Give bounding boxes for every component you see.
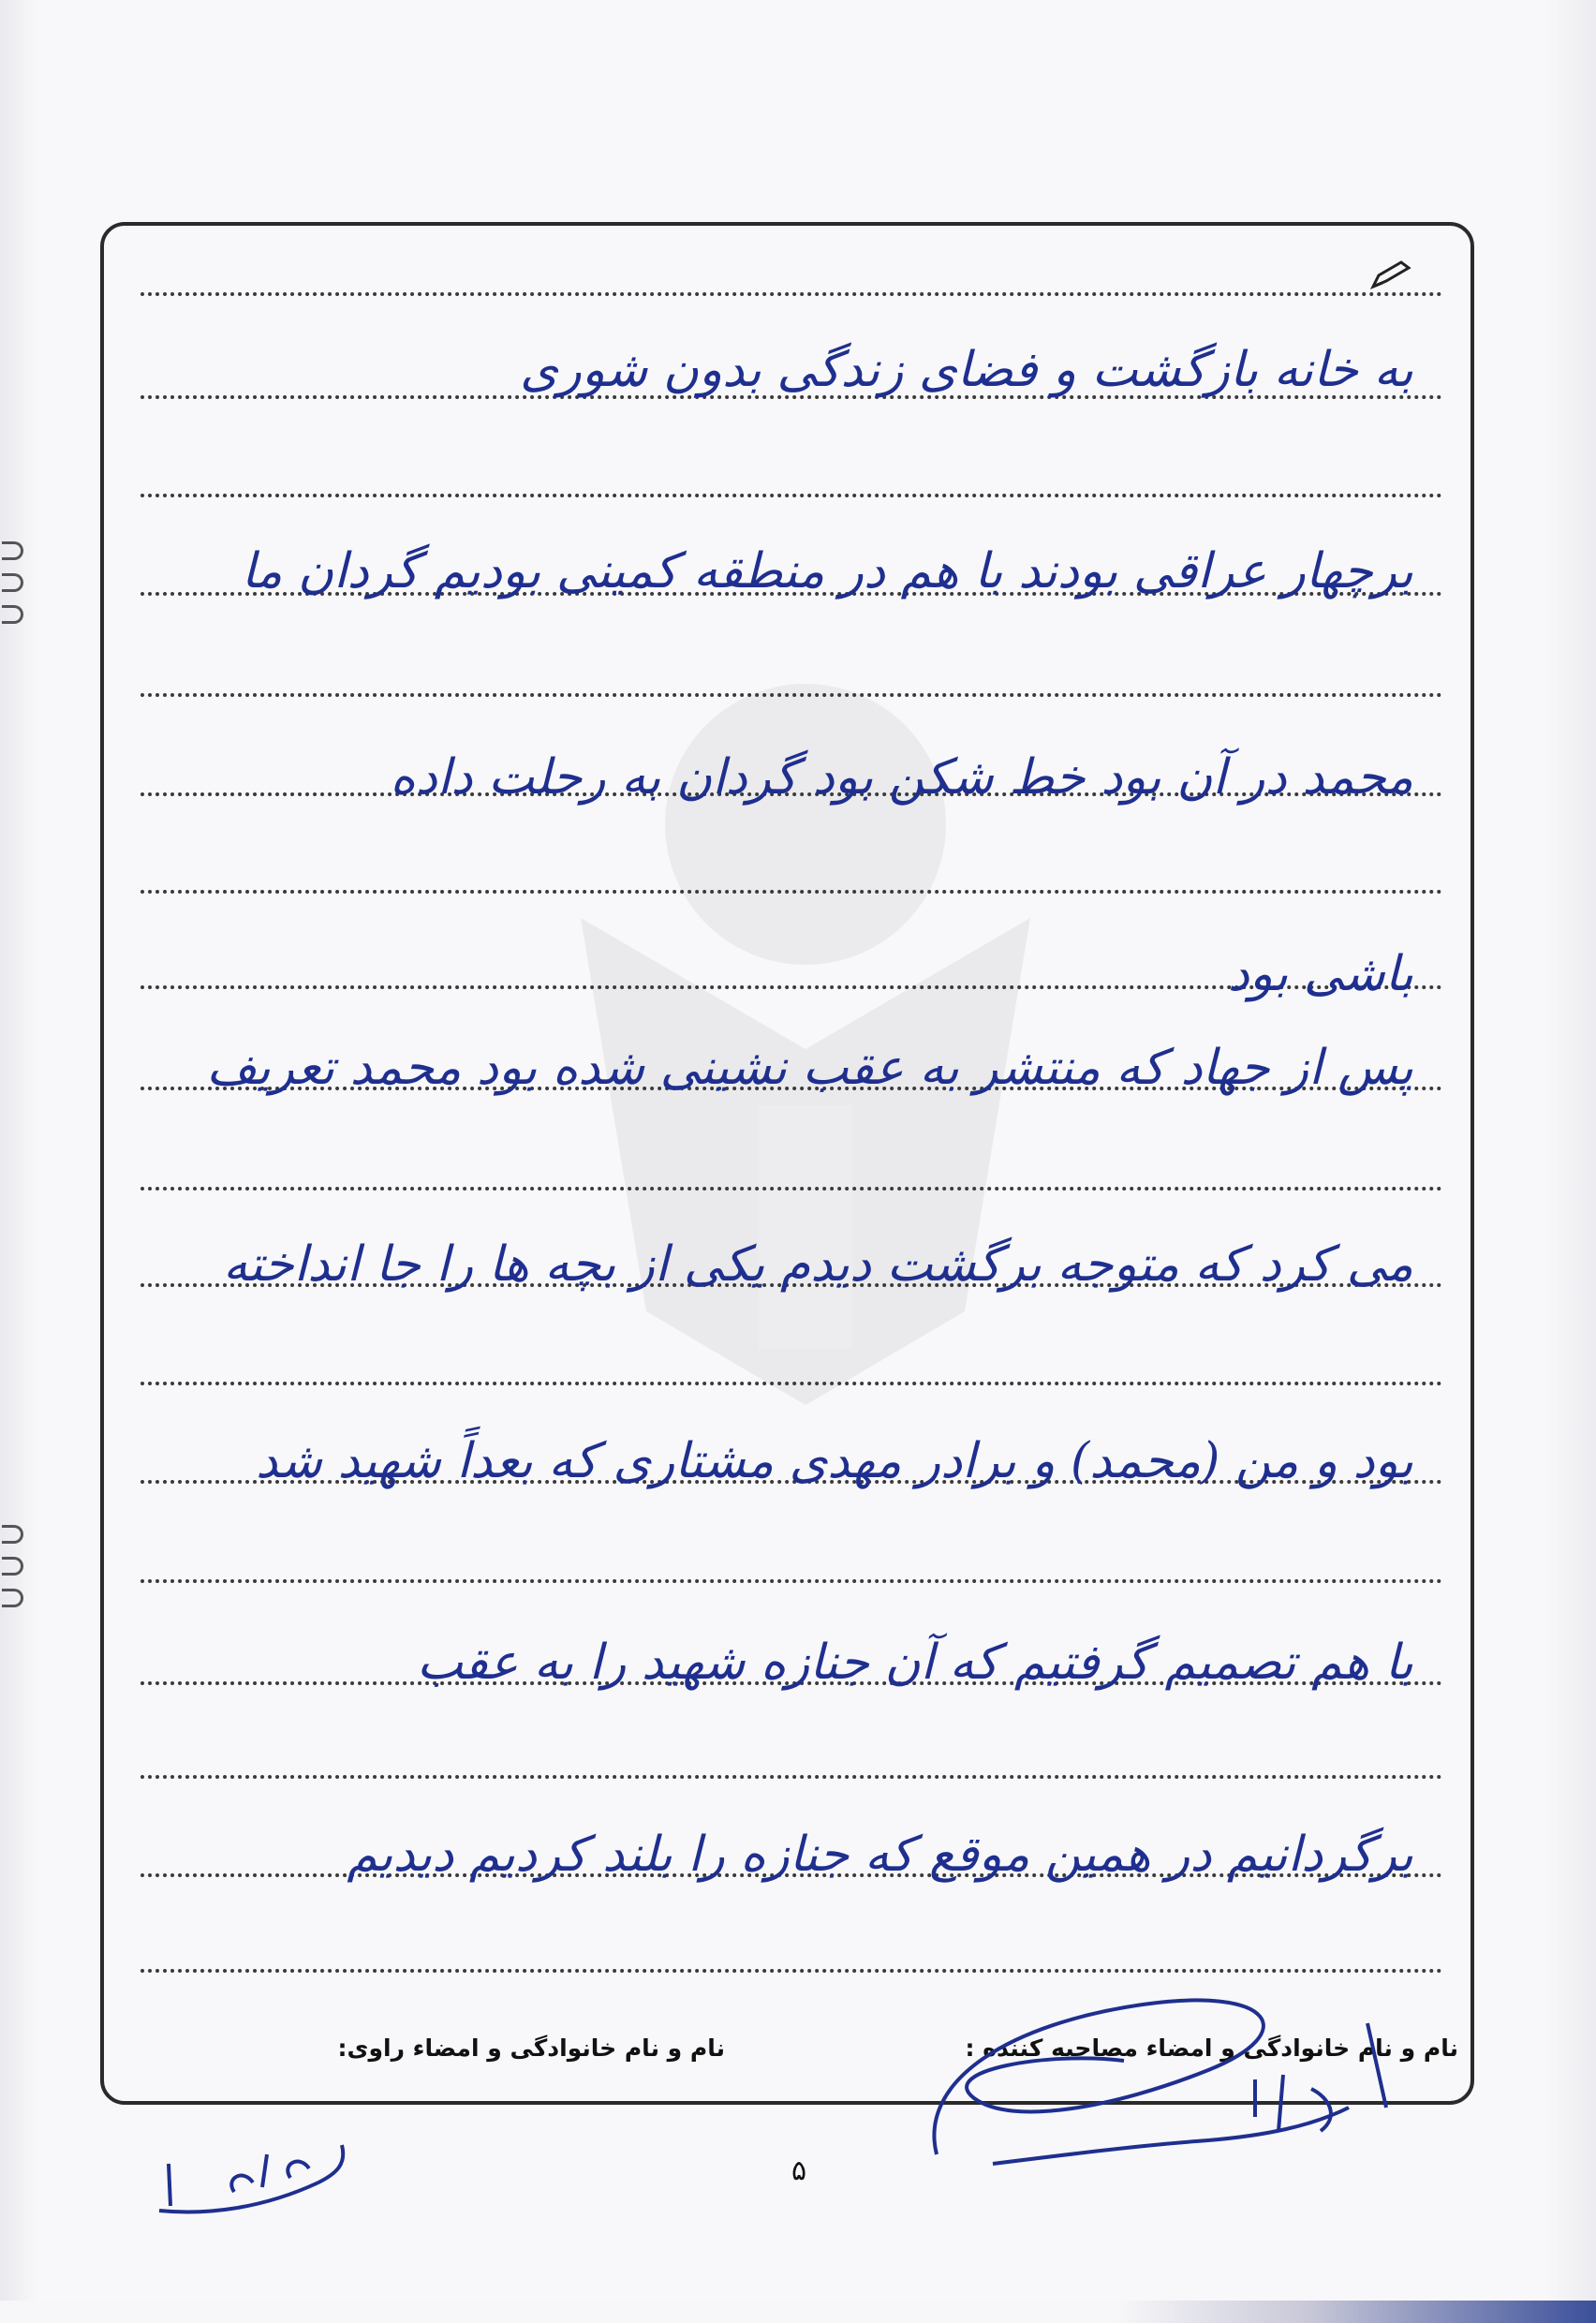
binding-rings-top (0, 534, 24, 646)
handwritten-line-1: به خانه بازگشت و فضای زندگی بدون شوری (520, 342, 1413, 398)
handwritten-line-8: با هم تصمیم گرفتیم که آن جنازه شهید را به عقب (417, 1635, 1413, 1691)
handwritten-line-7: بود و من (محمد) و برادر مهدی مشتاری که بعداً شهید شد (256, 1433, 1413, 1489)
writing-line (140, 693, 1442, 697)
writing-line (140, 292, 1442, 296)
handwritten-line-5: پس از جهاد که منتشر به عقب نشینی شده بود محمد تعریف (206, 1040, 1413, 1096)
writing-line (140, 1187, 1442, 1191)
binding-rings-bottom (0, 1517, 24, 1630)
writing-line (140, 1775, 1442, 1779)
handwritten-line-2: برچهار عراقی بودند با هم در منطقه کمینی بودیم گردان ما (241, 543, 1413, 599)
interviewer-signature (899, 1967, 1424, 2182)
writing-line (140, 890, 1442, 894)
handwritten-line-3: محمد در آن بود خط شکن بود گردان به رحلت داده (390, 749, 1413, 806)
writing-line (140, 1382, 1442, 1385)
pen-icon (1369, 259, 1412, 290)
writing-line (140, 494, 1442, 497)
narrator-signature-label: نام و نام خانوادگی و امضاء راوی: (337, 2034, 725, 2062)
bottom-edge-strip (0, 2301, 1596, 2323)
handwritten-line-6: می کرد که متوجه برگشت دیدم یکی از بچه ها را جا انداخته (223, 1236, 1413, 1293)
page-number: ۵ (791, 2154, 807, 2187)
narrator-signature (150, 2126, 365, 2229)
interviewer-signature-label: نام و نام خانوادگی و امضاء مصاحبه کننده : (965, 2034, 1458, 2062)
writing-line (140, 1579, 1442, 1583)
handwritten-line-4: باشی بود (1227, 946, 1413, 1002)
handwritten-line-9: برگردانیم در همین موقع که جنازه را بلند کردیم دیدیم (347, 1827, 1413, 1883)
